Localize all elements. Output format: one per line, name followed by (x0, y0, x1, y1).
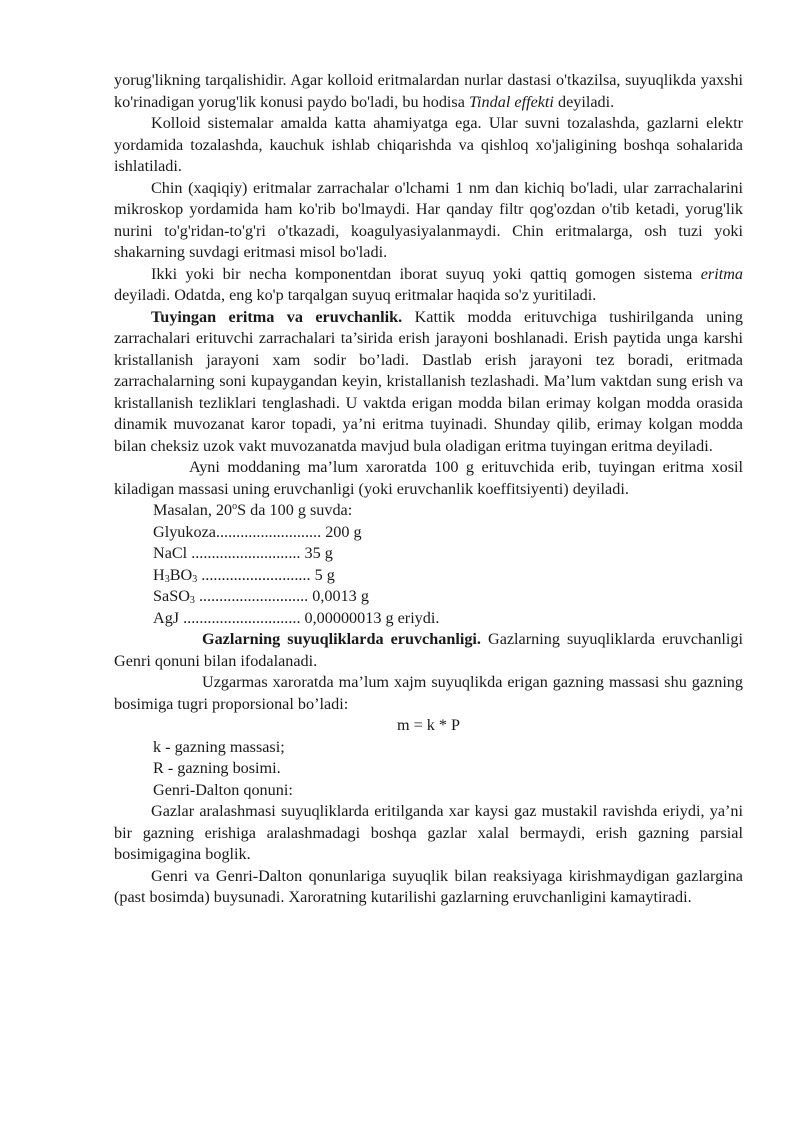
paragraph-gas-mixture: Gazlar aralashmasi suyuqliklarda eritilganda xar kaysi gaz mustakil ravishda eriydi, ya’ni bir gazning erishiga aralashmadagi boshqa gazlar xalal bermaydi, erish gazning parsial bosimigagina boglik. (114, 802, 743, 863)
document-page (114, 70, 743, 909)
paragraph-colloid-usage: Kolloid sistemalar amalda katta ahamiyatga ega. Ular suvni tozalashda, gazlarni elektr yordamida tozalashda, kauchuk ishlab chiqarishda va qishloq xo'jaligining boshqa sohalarida ishlatiladi. (114, 114, 743, 175)
solubility-examples (114, 500, 743, 629)
term-eritma: eritma (700, 264, 743, 283)
example-nacl: NaCl ........................... 35 g (153, 544, 333, 562)
paragraph-saturated-solution: Tuyingan eritma va eruvchanlik. Kattik modda erituvchiga tushirilganda uning zarrachalari erituvchi zarrachalari ta’sirida erish jarayoni boshlanadi. Erish paytida unga karshi kristallanish jarayoni xam sodir bo’ladi. Dastlab erish jarayoni tez boradi, eritmada zarrachalarning soni kupaygandan keyin, kristallanish tezlashadi. Ma’lum vaktdan sung erish va kristallanish tezliklari tenglashadi. U vaktda erigan modda bilan erimay kolgan modda orasida dinamik muvozanat karor topadi, ya’ni eritma tuyinadi. Shunday qilib, erimay kolgan modda bilan cheksiz uzok vakt muvozanatda mavjud bula oladigan eritma tuyingan eritma deyiladi. (114, 307, 743, 455)
henry-dalton-law-label: Genri-Dalton qonuni: (153, 780, 293, 799)
paragraph-solubility: Ayni moddaning ma’lum xaroratda 100 g erituvchida erib, tuyingan eritma xosil kiladigan massasi uning eruvchanligi (yoki eruvchanlik koeffitsiyenti) deyiladi. (114, 458, 743, 498)
example-glucose: Glyukoza.......................... 200 g (153, 522, 362, 541)
henry-formula: m = k * P (396, 716, 461, 734)
paragraph-henry-dalton-scope: Genri va Genri-Dalton qonunlariga suyuqlik bilan reaksiyaga kirishmaydigan gazlargina (past bosimda) buysunadi. Xaroratning kutarilishi gazlarning eruvchanligini kamaytiradi. (114, 866, 743, 906)
paragraph-true-solutions: Chin (xaqiqiy) eritmalar zarrachalar o'lchami 1 nm dan kichiq bo'ladi, ular zarrachalarini mikroskop yordamida ham ko'rib bo'lmaydi. Har qanday filtr qog'ozdan o'tib ketadi, yorug'lik nurini to'g'ridan-to'g'ri o'tkazadi, koagulyasiyalanmaydi. Chin eritmalarga, osh tuzi yoki shakarning suvdagi eritmasi misol bo'ladi. (114, 178, 743, 261)
paragraph-gas-solubility: Gazlarning suyuqliklarda eruvchanligi. Gazlarning suyuqliklarda eruvchanligi Genri qonuni bilan ifodalanadi. (114, 630, 743, 670)
heading-gas-solubility: Gazlarning suyuqliklarda eruvchanligi. (202, 630, 481, 648)
term-tyndall: Tindal effekti (468, 92, 554, 111)
example-intro: Masalan, 20$^o$S da 100 g suvda: (153, 501, 353, 519)
example-agj: AgJ ............................. 0,00000013 g eriydi. (153, 608, 440, 627)
example-saso3: SaSO$_3$ ........................... 0,0013 g (153, 587, 369, 606)
heading-saturated: Tuyingan eritma va eruvchanlik. (151, 307, 403, 326)
example-h3bo3: $H_3BO_3$ ........................... 5 g (153, 565, 335, 585)
paragraph-henry-law: Uzgarmas xaroratda ma’lum xajm suyuqlikda erigan gazning massasi shu gazning bosimiga tugri proporsional bo’ladi: (114, 673, 743, 713)
definition-r: R - gazning bosimi. (153, 759, 281, 777)
definition-k: k - gazning massasi; (153, 737, 285, 756)
formula-definitions (114, 737, 743, 802)
paragraph-solution-definition: Ikki yoki bir necha komponentdan iborat suyuq yoki qattiq gomogen sistema eritma deyiladi. Odatda, eng ko'p tarqalgan suyuq eritmalar haqida so'z yuritiladi. (114, 264, 743, 304)
paragraph-tyndall: yorug'likning tarqalishidir. Agar kolloid eritmalardan nurlar dastasi o'tkazilsa, suyuqlikda yaxshi ko'rinadigan yorug'lik konusi paydo bo'ladi, bu hodisa Tindal effekti deyiladi. (114, 71, 743, 111)
